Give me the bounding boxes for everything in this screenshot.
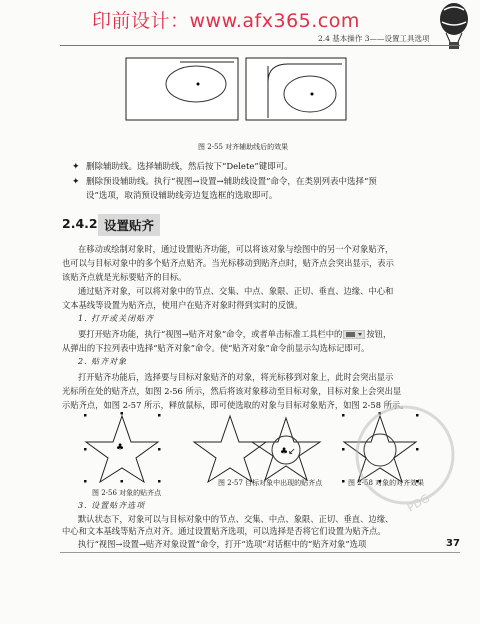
figure-2-55 [118, 52, 350, 134]
star-figure-2 [194, 416, 320, 482]
footer-rule [60, 552, 460, 553]
paragraph-line: 该贴齐点就是光标要贴齐的目标。 [62, 272, 187, 282]
panel-left [126, 58, 238, 120]
section-heading [60, 212, 460, 234]
bullet-item: 删除预设辅助线。执行“视图→设置→辅助线设置”命令，在类别列表中选择“预 [86, 177, 377, 187]
section-title: 设置贴齐 [98, 214, 160, 236]
header-rule [60, 45, 460, 46]
balloon-logo-icon [436, 2, 472, 50]
figure-caption: 图 2-58 对象的对齐效果 [348, 479, 425, 487]
running-header: 2.4 基本操作 3——设置工具选项 [318, 34, 430, 43]
paragraph-text: 按钮， [366, 329, 392, 339]
panel-right [246, 58, 346, 120]
subheading: 3. 设置贴齐选项 [78, 501, 146, 510]
paragraph-line: 通过贴齐对象，可以将对象中的节点、交集、中点、象限、正切、垂直、边缘、中心和 [78, 286, 394, 296]
subheading: 2. 贴齐对象 [78, 357, 128, 366]
section-number: 2.4.2 [62, 216, 98, 231]
paragraph-line: 也可以与目标对象中的多个贴齐点贴齐。当光标移动到贴齐点时，贴齐点会突出显示，表示 [62, 258, 394, 268]
page-number: 37 [446, 538, 460, 549]
snap-toolbar-icon [343, 330, 365, 339]
paragraph-text: 要打开贴齐功能，执行“视图→贴齐对象”命令，或者单击标准工具栏中的 [78, 329, 343, 339]
svg-text:♣: ♣ [116, 443, 125, 453]
paragraph-line: 文本基线等设置为贴齐点，使用户在贴齐对象时得到实时的反馈。 [62, 300, 303, 310]
paragraph-line: 光标所在处的贴齐点，如图 2-56 所示，然后将该对象移动至目标对象，目标对象上会突出显 [62, 386, 402, 396]
svg-text:♣↙: ♣↙ [280, 447, 296, 457]
stamp-text: PDG [405, 491, 432, 515]
paragraph-line: 在移动或绘制对象时，通过设置贴齐功能，可以将该对象与绘图中的另一个对象贴齐， [78, 244, 394, 254]
paragraph-line: 中心和文本基线等贴齐点对齐。通过设置贴齐选项，可以选择是否将它们设置为贴齐点。 [62, 526, 386, 536]
star-figure-1 [84, 412, 161, 483]
paragraph-line: 从弹出的下拉列表中选择“贴齐对象”命令。使“贴齐对象”命令前显示勾选标记即可。 [62, 343, 370, 353]
figure-caption: 图 2-55 对齐辅助线后的效果 [198, 143, 289, 151]
paragraph-line: 默认状态下，对象可以与目标对象中的节点、交集、中点、象限、正切、垂直、边缘、 [78, 514, 394, 524]
paragraph-line [78, 327, 391, 341]
library-stamp-watermark [350, 400, 460, 520]
figure-caption: 图 2-57 目标对象中出现的贴齐点 [218, 479, 323, 487]
figure-caption: 图 2-56 对象的贴齐点 [92, 489, 162, 497]
paragraph-line: 示贴齐点，如图 2-57 所示，释放鼠标，即可使选取的对象与目标对象贴齐，如图 2-58 所示。 [62, 400, 409, 410]
bullet-icon: ✦ [72, 162, 80, 172]
watermark-text: 印前设计：www.afx365.com [92, 10, 360, 32]
bullet-icon: ✦ [72, 177, 80, 187]
bullet-item-continued: 设”选项，取消预设辅助线旁边复选框的选取即可。 [86, 191, 278, 201]
subheading: 1. 打开或关闭贴齐 [78, 314, 155, 323]
bullet-item: 删除辅助线。选择辅助线，然后按下“Delete”键即可。 [86, 162, 293, 172]
paragraph-line: 打开贴齐功能后，选择要与目标对象贴齐的对象，将光标移到对象上，此时会突出显示 [78, 372, 394, 382]
paragraph-line: 执行“视图→设置→贴齐对象设置”命令，打开“选项”对话框中的“贴齐对象”选项 [78, 539, 367, 549]
